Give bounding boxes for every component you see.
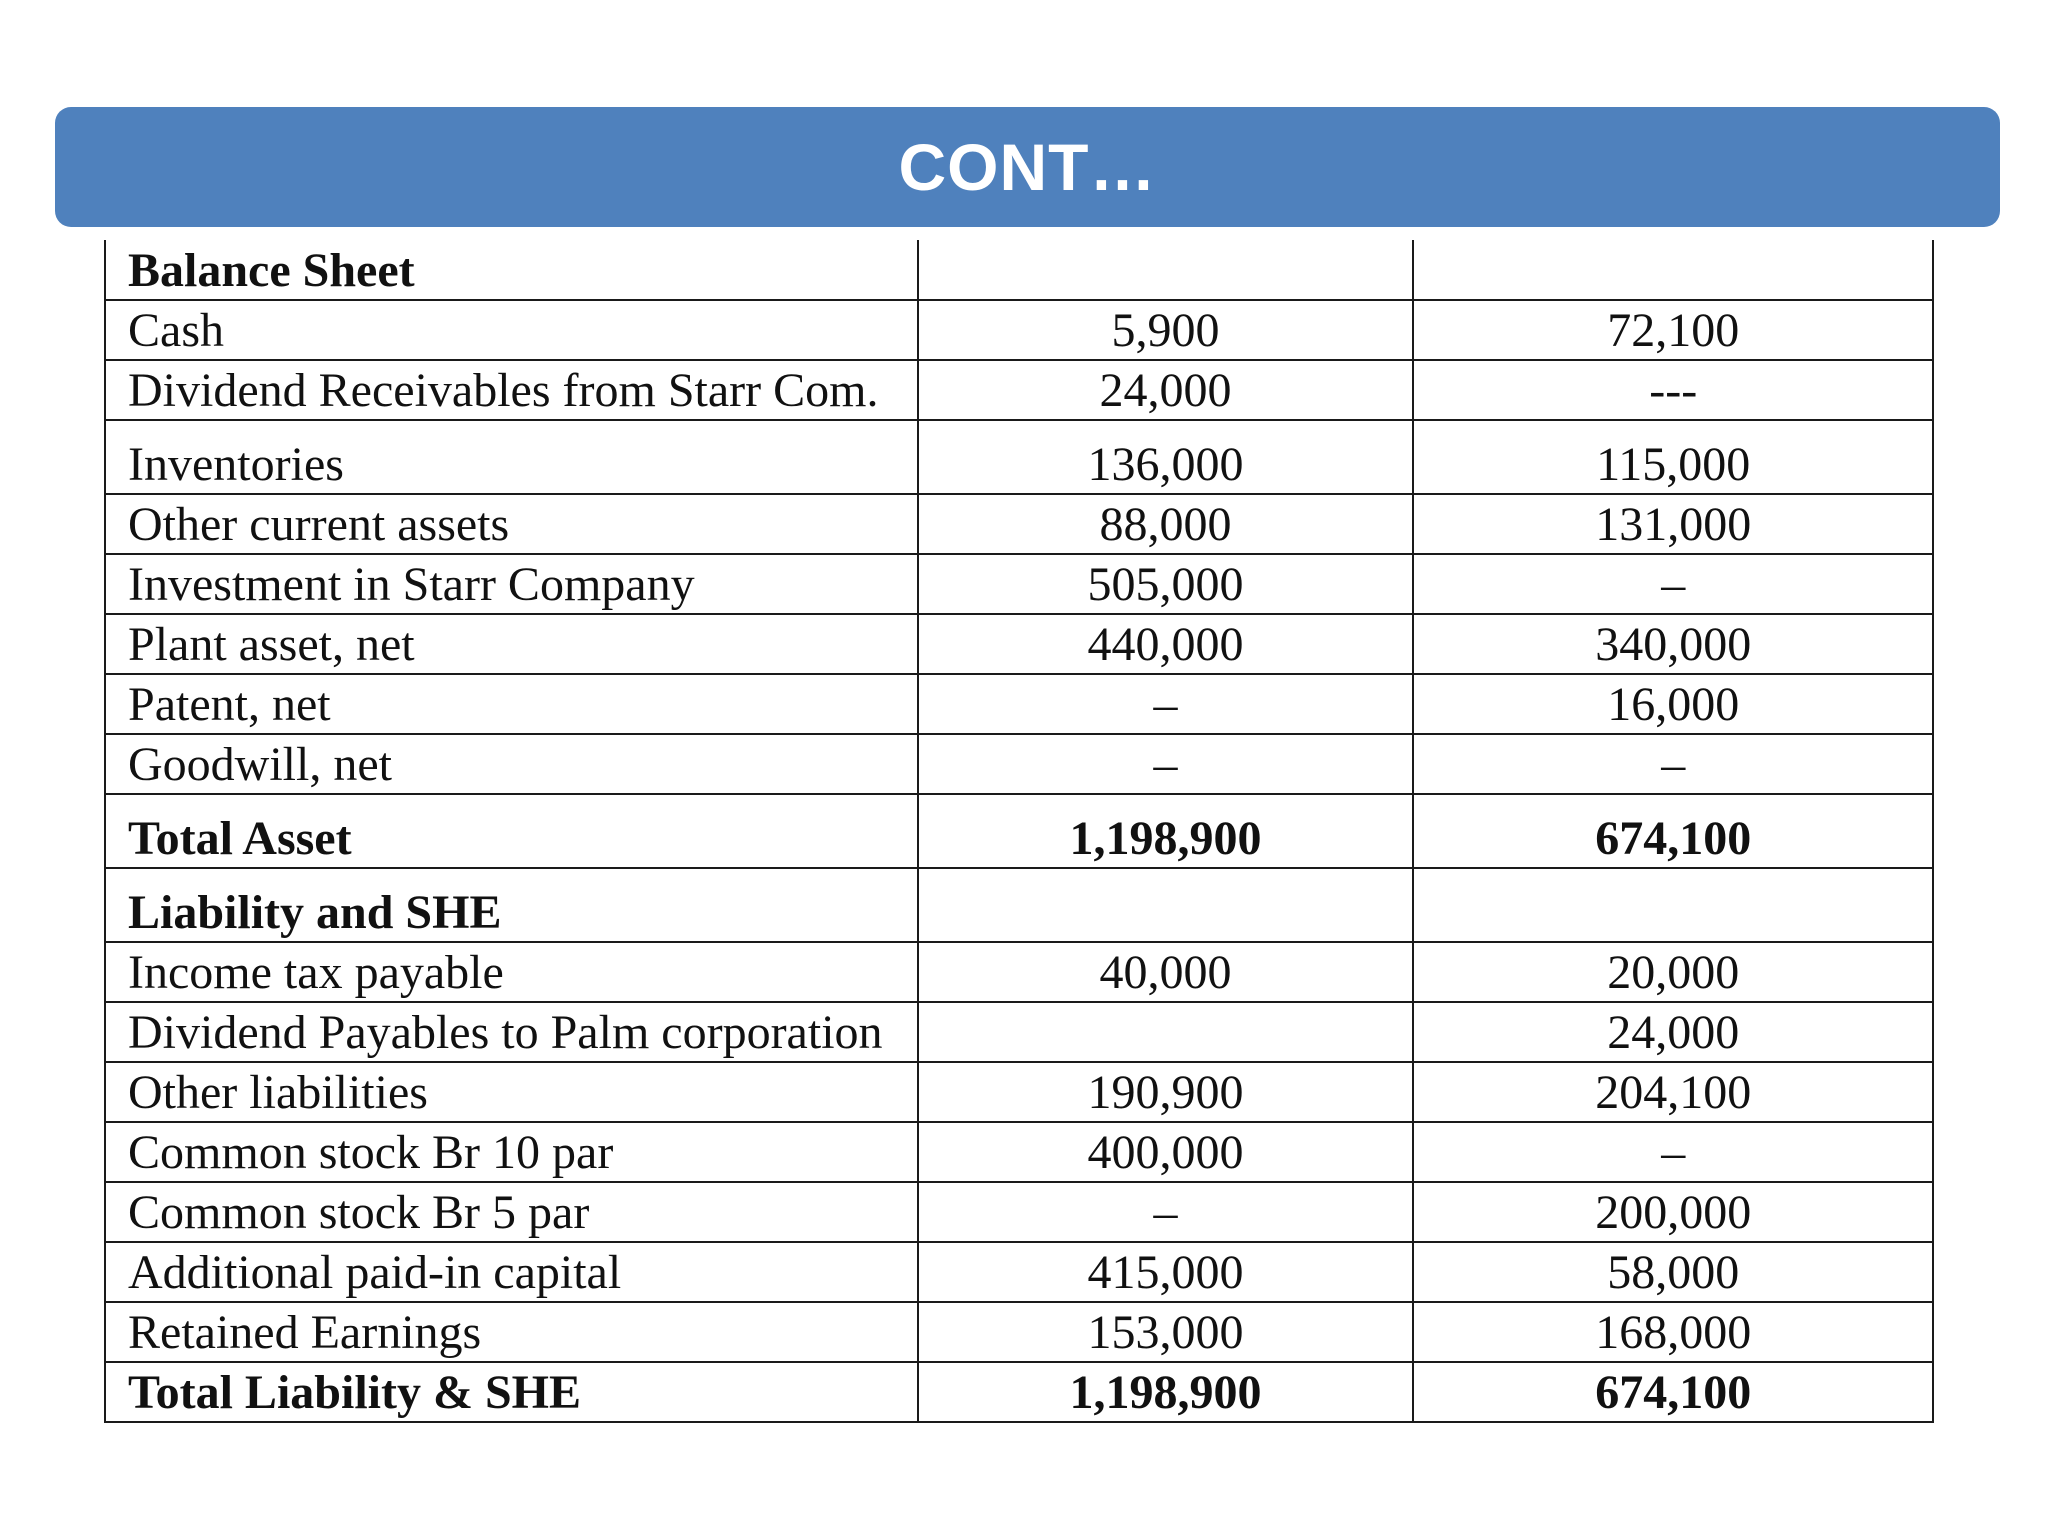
value-col1: 24,000: [918, 360, 1414, 420]
value-col2: 24,000: [1413, 1002, 1933, 1062]
value-col2: 131,000: [1413, 494, 1933, 554]
row-label: Common stock Br 5 par: [105, 1182, 918, 1242]
table-row: [105, 360, 1933, 420]
slide-title: CONT…: [898, 130, 1157, 204]
table-row: [105, 1302, 1933, 1362]
table-row: [105, 240, 1933, 300]
row-label: Total Liability & SHE: [105, 1362, 918, 1422]
value-col1: 153,000: [918, 1302, 1414, 1362]
value-col2: –: [1413, 1122, 1933, 1182]
value-col1: –: [918, 734, 1414, 794]
value-col2: 340,000: [1413, 614, 1933, 674]
value-col2: 674,100: [1413, 794, 1933, 868]
row-label: Liability and SHE: [105, 868, 918, 942]
value-col2: 72,100: [1413, 300, 1933, 360]
value-col1: 415,000: [918, 1242, 1414, 1302]
table-row: [105, 1062, 1933, 1122]
row-label: Plant asset, net: [105, 614, 918, 674]
table-row: [105, 674, 1933, 734]
value-col1: 1,198,900: [918, 794, 1414, 868]
value-col2: 20,000: [1413, 942, 1933, 1002]
table-row: [105, 734, 1933, 794]
table-row: [105, 868, 1933, 942]
row-label: Total Asset: [105, 794, 918, 868]
table-row: [105, 1242, 1933, 1302]
value-col1: 88,000: [918, 494, 1414, 554]
title-bar: [55, 107, 2000, 227]
value-col1: 5,900: [918, 300, 1414, 360]
table-row: [105, 1002, 1933, 1062]
row-label: Balance Sheet: [105, 240, 918, 300]
value-col2: [1413, 868, 1933, 942]
row-label: Dividend Receivables from Starr Com.: [105, 360, 918, 420]
value-col2: –: [1413, 554, 1933, 614]
value-col1: 190,900: [918, 1062, 1414, 1122]
row-label: Retained Earnings: [105, 1302, 918, 1362]
row-label: Investment in Starr Company: [105, 554, 918, 614]
table-row: [105, 300, 1933, 360]
value-col2: 16,000: [1413, 674, 1933, 734]
row-label: Additional paid-in capital: [105, 1242, 918, 1302]
value-col2: 58,000: [1413, 1242, 1933, 1302]
value-col2: [1413, 240, 1933, 300]
row-label: Common stock Br 10 par: [105, 1122, 918, 1182]
value-col1: [918, 240, 1414, 300]
value-col1: 1,198,900: [918, 1362, 1414, 1422]
value-col2: ---: [1413, 360, 1933, 420]
value-col1: –: [918, 1182, 1414, 1242]
table-row: [105, 554, 1933, 614]
row-label: Income tax payable: [105, 942, 918, 1002]
table-row: [105, 1182, 1933, 1242]
row-label: Other liabilities: [105, 1062, 918, 1122]
table-row: [105, 794, 1933, 868]
value-col1: 400,000: [918, 1122, 1414, 1182]
value-col1: [918, 1002, 1414, 1062]
value-col1: –: [918, 674, 1414, 734]
row-label: Cash: [105, 300, 918, 360]
table-row: [105, 1362, 1933, 1422]
value-col1: [918, 868, 1414, 942]
table-row: [105, 1122, 1933, 1182]
value-col2: –: [1413, 734, 1933, 794]
row-label: Dividend Payables to Palm corporation: [105, 1002, 918, 1062]
value-col2: 168,000: [1413, 1302, 1933, 1362]
value-col2: 674,100: [1413, 1362, 1933, 1422]
table-row: [105, 494, 1933, 554]
value-col1: 136,000: [918, 420, 1414, 494]
table-row: [105, 614, 1933, 674]
value-col1: 40,000: [918, 942, 1414, 1002]
value-col1: 505,000: [918, 554, 1414, 614]
row-label: Patent, net: [105, 674, 918, 734]
row-label: Goodwill, net: [105, 734, 918, 794]
value-col2: 204,100: [1413, 1062, 1933, 1122]
value-col2: 115,000: [1413, 420, 1933, 494]
row-label: Other current assets: [105, 494, 918, 554]
value-col2: 200,000: [1413, 1182, 1933, 1242]
table-row: [105, 942, 1933, 1002]
table-row: [105, 420, 1933, 494]
row-label: Inventories: [105, 420, 918, 494]
value-col1: 440,000: [918, 614, 1414, 674]
balance-sheet-table: [104, 240, 1934, 1423]
